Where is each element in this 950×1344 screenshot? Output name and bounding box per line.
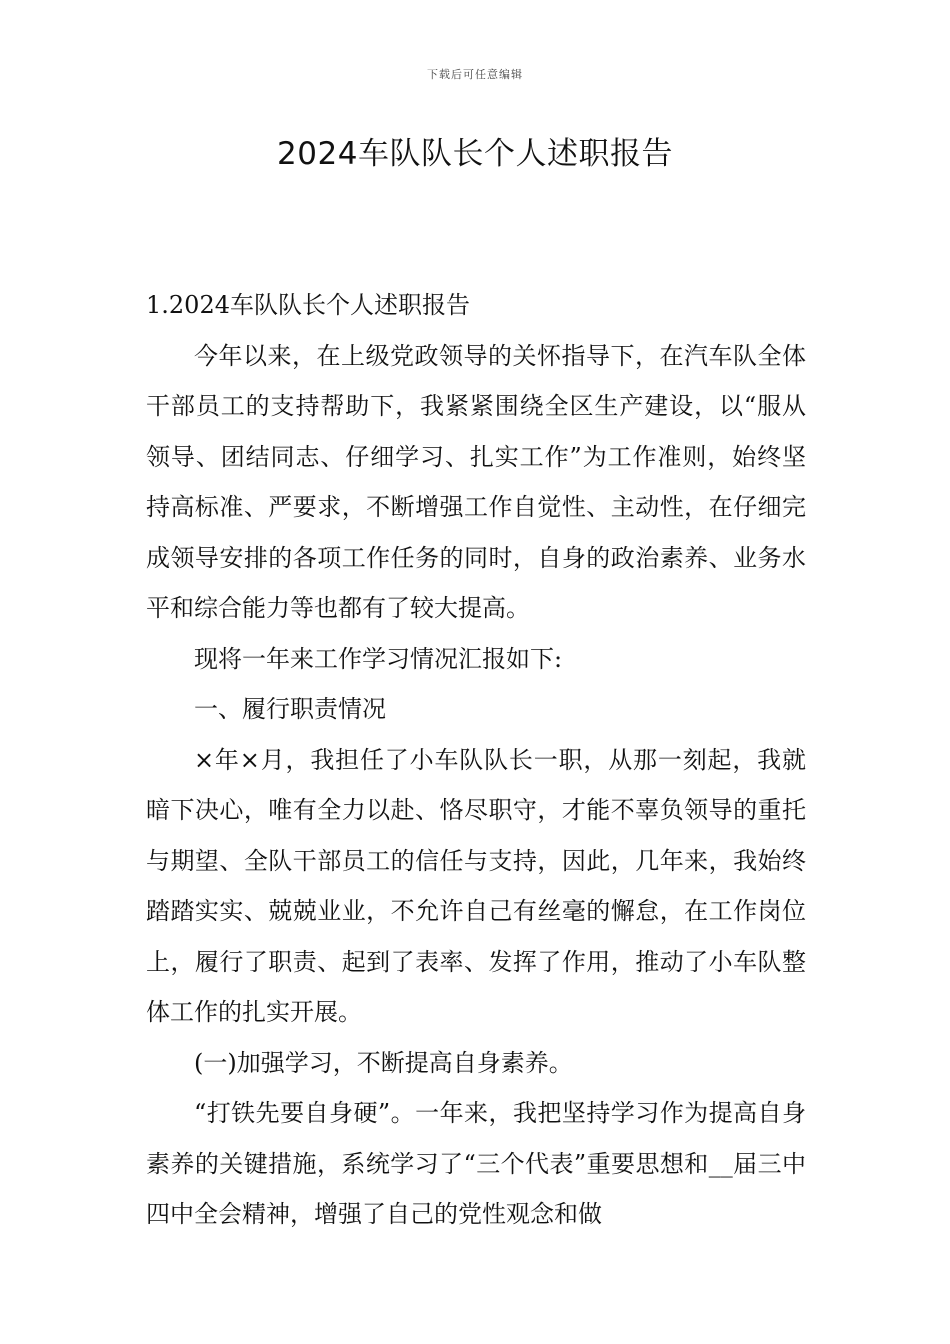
section-heading: 1.2024车队队长个人述职报告 — [146, 291, 470, 319]
paragraph-intro: 今年以来，在上级党政领导的关怀指导下，在汽车队全体干部员工的支持帮助下，我紧紧围绕全区生产建设，以“服从领导、团结同志、仔细学习、扎实工作”为工作准则，始终坚持高标准、严要求，不断增强工作自觉性、主动性，在仔细完成领导安排的各项工作任务的同时，自身的政治素养、业务水平和综合能力等也都有了较大提高。 — [146, 341, 806, 622]
paragraph-study: “打铁先要自身硬”。一年来，我把坚持学习作为提高自身素养的关键措施，系统学习了“三个代表”重要思想和__届三中四中全会精神，增强了自己的党性观念和做 — [146, 1099, 806, 1228]
paragraph-report-lead: 现将一年来工作学习情况汇报如下: — [194, 644, 563, 673]
subheading-duties: 一、履行职责情况 — [194, 695, 386, 723]
document-body — [146, 280, 806, 1240]
paragraph-duties: ×年×月，我担任了小车队队长一职，从那一刻起，我就暗下决心，唯有全力以赴、恪尽职守，才能不辜负领导的重托与期望、全队干部员工的信任与支持，因此，几年来，我始终踏踏实实、兢兢业业，不允许自己有丝毫的懈怠，在工作岗位上，履行了职责、起到了表率、发挥了作用，推动了小车队整体工作的扎实开展。 — [146, 745, 806, 1026]
document-title: 2024车队队长个人述职报告 — [277, 136, 673, 172]
subheading-study: (一)加强学习，不断提高自身素养。 — [194, 1048, 573, 1077]
header-note: 下载后可任意编辑 — [427, 68, 523, 81]
